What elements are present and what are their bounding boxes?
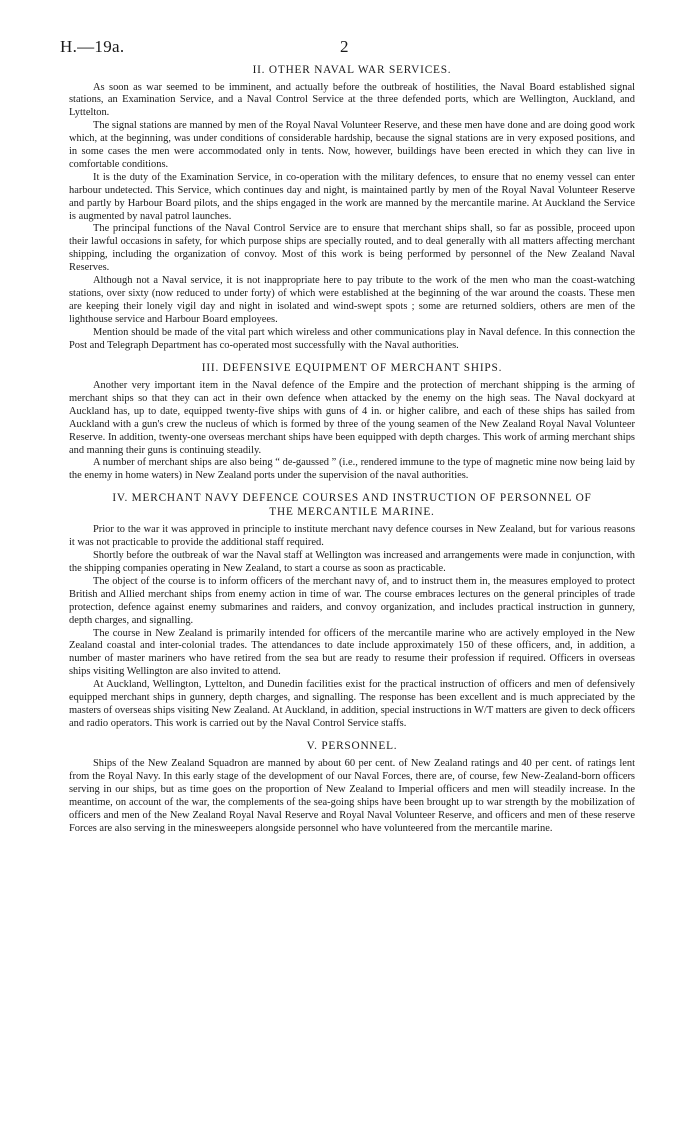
paragraph: Another very important item in the Naval defence of the Empire and the protection of merchant shipping is the arming of merchant ships so that they can act in their own defence when attacked by the enemy on the high seas. The Naval dockyard at Auckland has, up to date, equipped twenty-five ships with guns of 4 in. or higher calibre, and each of these ships has sailed from Auckland with a gun's crew the nucleus of which is formed by three of the young seamen of the New Zealand Royal Naval Volunteer Reserve. In addition, twenty-one overseas merchant ships have been equipped with depth charges. This work of arming merchant ships and manning their guns is continuing steadily. [69,380,635,456]
paragraph: The signal stations are manned by men of the Royal Naval Volunteer Reserve, and these men have done and are doing good work which, at the beginning, was under conditions of considerable hardship, because the signal stations are in very exposed positions, and in some cases the men were accommodated only in tents. Now, however, buildings have been erected in which they can live in comfortable conditions. [69,120,635,170]
document-body [69,64,635,836]
paragraph: It is the duty of the Examination Service, in co-operation with the military defences, to ensure that no enemy vessel can enter harbour undetected. This Service, which continues day and night, is maintained partly by men of the Royal Naval Volunteer Reserve and partly by Harbour Board pilots, and the ships engaged in the work are manned by the mercantile marine. At Auckland the Service is augmented by naval patrol launches. [69,171,635,222]
section-merchant-navy-defence-courses [69,492,635,731]
paragraph: The principal functions of the Naval Control Service are to ensure that merchant ships shall, so far as possible, proceed upon their lawful occasions in safety, for which purpose ships are specially routed, and to deal generally with all matters affecting merchant shipping, including the organization of convoy. Most of this work is being performed by personnel of the New Zealand Naval Reserves. [69,223,635,274]
paragraph: Shortly before the outbreak of war the Naval staff at Wellington was increased and arrangements were made in conjunction, with the shipping companies operating in New Zealand, to start a course as soon as practicable. [69,550,635,574]
paragraph: As soon as war seemed to be imminent, and actually before the outbreak of hostilities, the Naval Board established signal stations, an Examination Service, and a Naval Control Service at the three defended ports, which are Wellington, Auckland, and Lyttelton. [69,81,635,119]
paragraph: Although not a Naval service, it is not inappropriate here to pay tribute to the work of the men who man the coast-watching stations, over sixty (now reduced to under forty) of which were established at the beginning of the war around the coasts. These men are keeping their lonely vigil day and night in isolated and wind-swept spots ; some are returned soldiers, others are men of the lighthouse service and Harbour Board employees. [69,275,635,325]
section-personnel [69,740,635,836]
section-heading-line2: THE MERCANTILE MARINE. [269,505,435,518]
page-number: 2 [340,37,349,56]
paragraph: A number of merchant ships are also being “ de-gaussed ” (i.e., rendered immune to the type of magnetic mine now being laid by the enemy in home waters) in New Zealand ports under the supervision of the naval authorities. [69,457,635,482]
paragraph: Mention should be made of the vital part which wireless and other communications play in Naval defence. In this connection the Post and Telegraph Department has co-operated most successfully with the Naval authorities. [69,326,635,351]
paragraph: The object of the course is to inform officers of the merchant navy of, and to instruct them in, the measures employed to protect British and Allied merchant ships from enemy action in time of war. The course embraces lectures on the general principles of trade protection, defence against enemy submarines and raiders, and convoy organization, and includes practical instruction in gunnery, depth charges, and signalling. [69,575,635,626]
section-heading-line1: IV. MERCHANT NAVY DEFENCE COURSES AND INSTRUCTION OF PERSONNEL OF [112,492,592,505]
section-heading: III. DEFENSIVE EQUIPMENT OF MERCHANT SHIPS. [201,361,503,374]
section-other-naval-war-services [69,64,635,353]
paragraph: Prior to the war it was approved in principle to institute merchant navy defence courses in New Zealand, but for various reasons it was not practicable to provide the additional staff required. [69,524,635,549]
paragraph: Ships of the New Zealand Squadron are manned by about 60 per cent. of New Zealand ratings and 40 per cent. of ratings lent from the Royal Navy. In this early stage of the development of our Naval Forces, there are, of course, few New-Zealand-born officers serving in our ships, but as time goes on the proportion of New Zealand to Imperial officers and men will steadily increase. In the meantime, on account of the war, the complements of the sea-going ships have been brought up to war strength by the mobilization of officers and men of the New Zealand Royal Naval Reserve and Royal Naval Volunteer Reserve, and officers and men of these reserve Forces are also serving in the minesweepers alongside personnel who have volunteered from the mercantile marine. [69,758,635,834]
section-defensive-equipment [69,362,635,484]
paragraph: At Auckland, Wellington, Lyttelton, and Dunedin facilities exist for the practical instruction of officers and men of defensively equipped merchant ships in gunnery, depth charges, and signalling. The response has been excellent and is much appreciated by the masters of overseas ships visiting New Zealand. At Auckland, in addition, special instructions in W/T matters are given to deck officers and radio operators. This work is carried out by the Naval Control Service staffs. [69,679,635,729]
section-heading: II. OTHER NAVAL WAR SERVICES. [252,64,452,76]
paragraph: The course in New Zealand is primarily intended for officers of the mercantile marine who are actively employed in the New Zealand coastal and inter-colonial trades. The attendances to date include approximately 150 of these officers, and, in addition, a number of master mariners who have retired from the sea but are ready to resume their profession if required. Officers in overseas ships visiting Wellington are also invited to attend. [69,627,635,678]
document-reference: H.—19a. [60,37,125,56]
section-heading: V. PERSONNEL. [306,739,398,752]
